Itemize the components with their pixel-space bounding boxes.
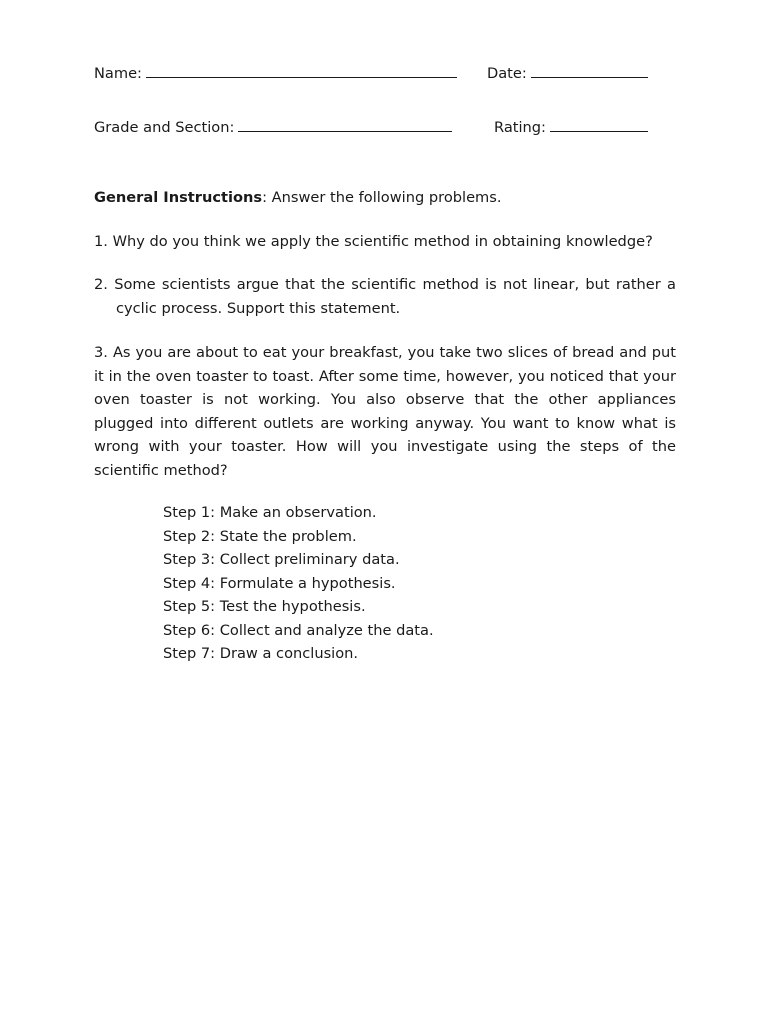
date-row [487, 63, 648, 84]
instructions-text: : Answer the following problems. [262, 189, 502, 206]
name-row [94, 63, 457, 84]
date-blank[interactable] [531, 63, 648, 78]
step-item: Step 5: Test the hypothesis. [163, 598, 366, 615]
rating-label: Rating: [494, 119, 546, 136]
step-item: Step 3: Collect preliminary data. [163, 551, 400, 568]
rating-blank[interactable] [550, 117, 648, 132]
grade-section-blank[interactable] [238, 117, 452, 132]
general-instructions [94, 188, 502, 208]
step-item: Step 7: Draw a conclusion. [163, 645, 359, 662]
step-item: Step 1: Make an observation. [163, 504, 377, 521]
step-item: Step 4: Formulate a hypothesis. [163, 574, 396, 592]
name-blank[interactable] [146, 63, 457, 78]
scientific-method-steps [163, 501, 434, 666]
question-1: 1. Why do you think we apply the scientific method in obtaining knowledge? [94, 233, 653, 250]
rating-row [494, 117, 648, 138]
grade-section-row [94, 117, 452, 138]
date-label: Date: [487, 65, 527, 82]
step-item: Step 2: State the problem. [163, 527, 357, 545]
step-item: Step 6: Collect and analyze the data. [163, 621, 434, 639]
name-label: Name: [94, 65, 142, 82]
question-3: 3. As you are about to eat your breakfast, you take two slices of bread and put it in the oven toaster to toast. After some time, however, you noticed that your oven toaster is not working. You also observe that the other appliances plugged into different outlets are working anyway. You want to know what is wrong with your toaster. How will you investigate using the steps of the scientific method? [94, 344, 676, 479]
question-2: 2. Some scientists argue that the scientific method is not linear, but rather a cyclic process. Support this statement. [94, 276, 676, 317]
grade-section-label: Grade and Section: [94, 119, 235, 136]
instructions-title: General Instructions [94, 189, 263, 206]
